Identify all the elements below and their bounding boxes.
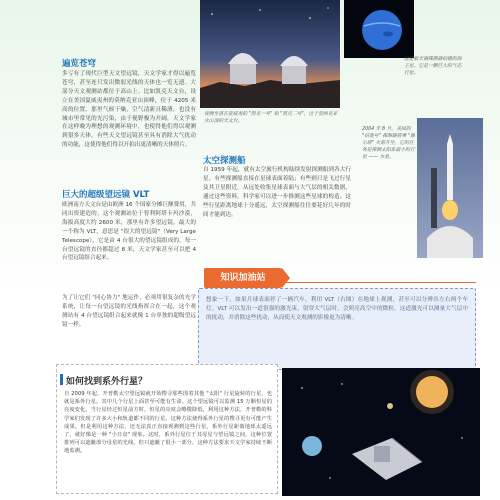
exoplanet-body: 自 2009 年起，开普勒太空望远镜就开始搜寻那些围着其他 "太阳" 行星旋转的行星，也就是系外行星。其中几个行星上面甚至可能有生命。这个望远镜可以监测 15 万颗恒星的亮度变化，当行星经过恒星前方时，恒星的亮度会略微降低，利用这种方法，开普勒的科学家们发现了许多大小和轨道都不同的行星。这种方法使得系外行星的搜寻更有可能产生成果，但是利用这种方法，还无法真正直接观测到这些行星，系外行星距离地球太遥远了，就好像是一种 "小日食" 现象。这时，系外行星位于其母星与望远镜之间，这种位置排列可以遮蔽部分母星的光线，但只遮蔽了很小一部分，这种方法要求天文学家持续不断地监测。 [64, 391, 272, 455]
rocket-launch-photo [417, 118, 483, 258]
launch-caption: 2004 年 8 月，美国的 "信使号" 探测器搭乘 "德尔塔" 火箭升空，它的任务是探测太阳系最小的行星 —— 水星。 [362, 127, 415, 160]
tip-tag-arrow [282, 268, 290, 288]
heading-vlt: 巨大的超级望远镜 VLT [62, 190, 150, 200]
mauna-kea-body: 多亏有了现代巨型天文望远镜，天文学家才得以遍览苍穹，甚至连只发出微弱光线的天体也一览无遗。大部分天文观测站都位于高山上。比如凯克天文台，设立在美国夏威夷州的莫纳克亚山顶峰，位于 4205 米高的位置。那里气候干燥，空气清新且稀薄，也没有城市里常见的光污染，由于视野极为开阔，天文学家在这样晚为理想的观测环境中，也使得他们得以观测到很多天体。有些天文望远镜甚至具有消除大气扰动的功能，这使得他们得以开拍出更清晰的天体照片。 [62, 71, 196, 149]
heading-mauna-kea: 遍览苍穹 [62, 59, 97, 69]
vlt-body-1: 欧洲南方天文台是由欧洲 16 个国家分摊巨额费用，共同出资建造的。这个观测站位于智利阿塔卡玛沙漠，海拔高度大约 2600 米，那里有许多望远镜。最大的一个称为 VLT，意思是 "很大的望远镜"（Very Large Telescope），它是由 4 台很大的望远镜组成的，每一台望远镜的直径都超过 8 米，天文学家甚至可以把 4 台望远镜组合起来。 [62, 202, 196, 262]
space-probe-body: 自 1959 年起，就有太空旅行机构陆续发射探测船到各大行星。有些探测船直接在星球表面着陆；有些则只是飞过行星及其卫星附近，从远处收集星球表面与大气层的相关数据，通过这些资料，科学家可以进一步推测这些星球的构造。这些行星距离地球十分遥远，太空探测船往往要花好几年的时间才能到达。 [203, 167, 351, 218]
tip-body: 想象一下，如果月球表面停了一辆汽车，利用 VLT（右图）在地球上观测，甚至可以分辨出左右两个车灯。VLT 可以发出一道很强的激光束，射穿大气层时，会照亮高空中的微粒，这道激光可以测量大气层中的扰动，并消除这些扰动，从而使天文观测的影像更为清晰。 [206, 297, 468, 321]
heading-space-probe: 太空探测船 [203, 156, 246, 166]
neptune-caption: 这是航天器探测器拍摄的海王星。它是一颗巨大的气态行星。 [404, 57, 462, 76]
keck-observatory-photo [200, 0, 340, 108]
heading-exoplanet: 如何找到系外行星？ [66, 377, 148, 387]
vlt-body-2: 为了让它们 "同心协力" 地运作，必须用很复杂的光学系统，让每一台望远镜的光线指挥合在一起，这个观测站有 4 台望远镜组合起来就像 1 台单独的超级望远镜一样。 [62, 295, 196, 328]
neptune-photo [344, 0, 414, 58]
tip-tag: 知识加油站 [204, 268, 282, 288]
kepler-space-photo [282, 368, 480, 496]
keck-caption: 夜晚坐落在夏威夷的 "凯克一号" 和 "凯克二号"，位于莫纳克亚火山顶的天文台。 [204, 112, 338, 124]
tip-divider [282, 282, 476, 283]
heading-accent-bar [60, 374, 63, 385]
